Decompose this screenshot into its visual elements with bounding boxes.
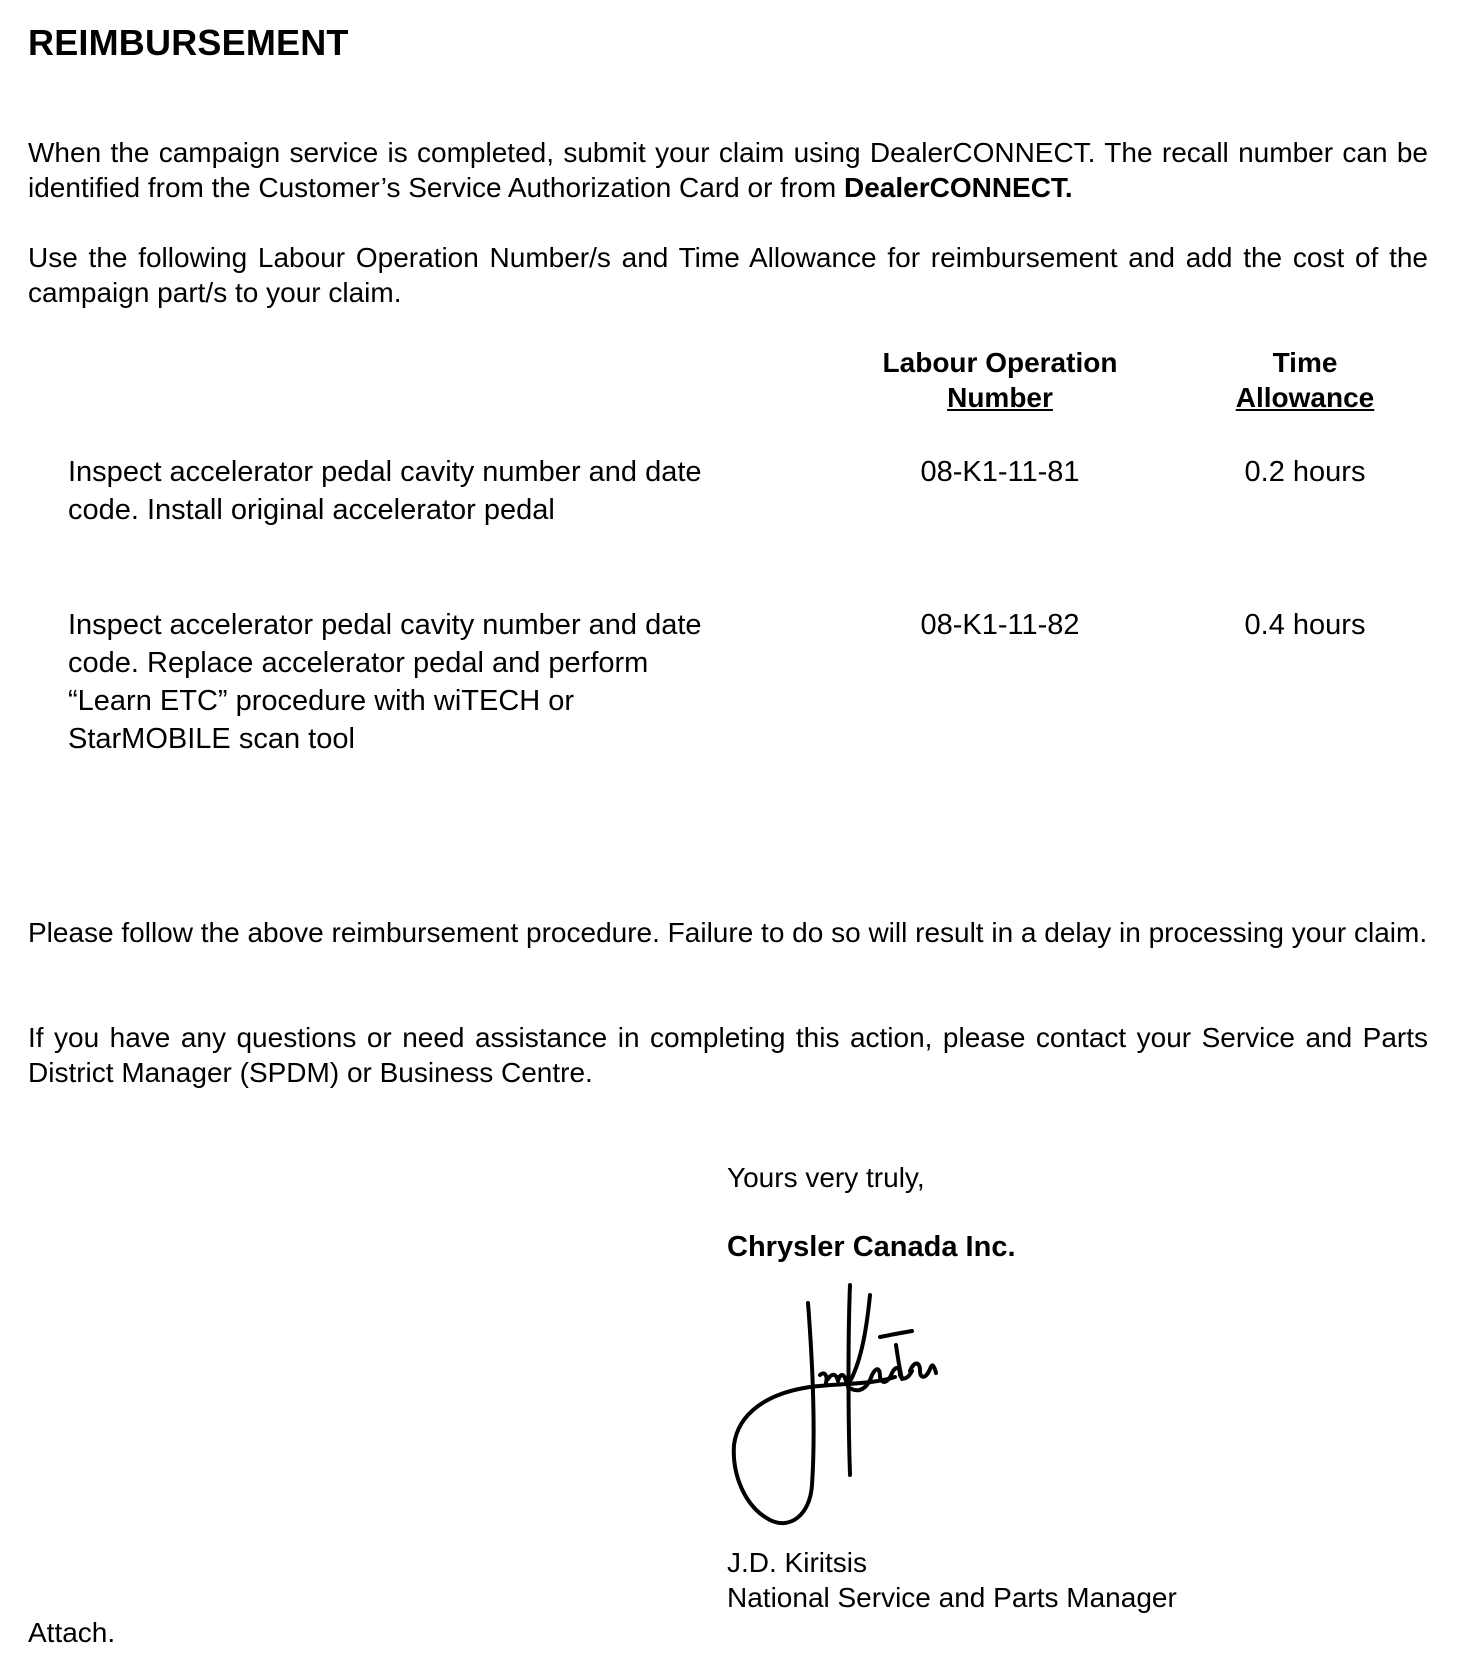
paragraph-contact-info: If you have any questions or need assistance in completing this action, please contact your Service and Parts District Manager (SPDM) or Business Centre. [28,1022,1428,1088]
closing-salutation: Yours very truly, [727,1162,925,1193]
labour-operation-number-2: 08-K1-11-82 [920,609,1080,641]
task-description-2: Inspect accelerator pedal cavity number and date code. Replace accelerator pedal and perform “Learn ETC” procedure with wiTECH or StarMOBILE scan tool [68,609,702,755]
column-header-time-line2: Allowance [1235,382,1375,413]
column-header-time-line1: Time [1272,347,1338,378]
company-name: Chrysler Canada Inc. [727,1231,1016,1263]
dealerconnect-bold-text: DealerCONNECT. [843,172,1073,203]
column-header-time-allowance [1205,345,1405,415]
task-description-1: Inspect accelerator pedal cavity number and date code. Install original accelerator pedal [68,456,702,526]
paragraph-claim-submission-text: When the campaign service is completed, submit your claim using DealerCONNECT. The recall number can be identified from the Customer’s Service Authorization Card or from [28,137,1428,203]
signer-name: J.D. Kiritsis [727,1547,867,1578]
section-heading: REIMBURSEMENT [28,22,349,63]
paragraph-claim-submission [28,135,1428,205]
column-header-labour-line1: Labour Operation [882,347,1118,378]
attachment-note: Attach. [28,1617,116,1648]
signer-title: National Service and Parts Manager [727,1582,1177,1613]
paragraph-follow-procedure: Please follow the above reimbursement procedure. Failure to do so will result in a delay in processing your claim. [28,917,1428,948]
paragraph-labour-instructions: Use the following Labour Operation Number/s and Time Allowance for reimbursement and add the cost of the campaign part/s to your claim. [28,242,1428,308]
time-allowance-1: 0.2 hours [1244,456,1366,488]
labour-operation-number-1: 08-K1-11-81 [920,456,1080,488]
handwritten-signature [720,1275,980,1535]
time-allowance-2: 0.4 hours [1244,609,1366,641]
column-header-labour-operation [850,345,1150,415]
column-header-labour-line2: Number [947,382,1053,413]
